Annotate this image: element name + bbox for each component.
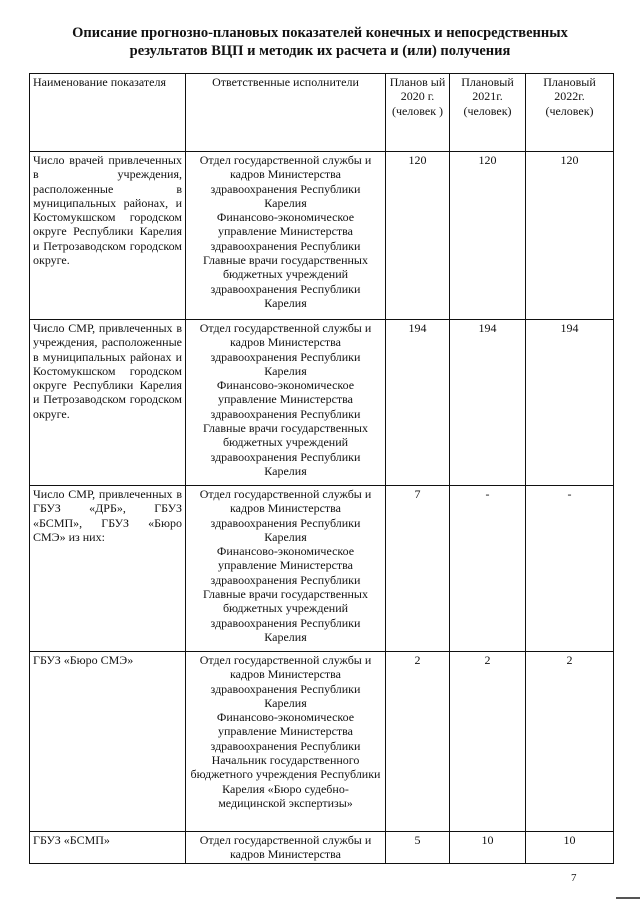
responsible-line: Финансово-экономическое управление Министерства здравоохранения Республики	[210, 210, 361, 253]
responsible-line: Главные врачи государственных бюджетных учреждений здравоохранения Республики Карелия	[203, 587, 368, 644]
header-plan-2022: Плановый 2022г. (человек)	[526, 74, 614, 152]
page-number: 7	[571, 872, 577, 884]
plan-2022-value: 194	[526, 320, 614, 486]
plan-2020-value: 2	[386, 652, 450, 832]
responsible-executors	[186, 832, 386, 864]
responsible-line: Финансово-экономическое управление Министерства здравоохранения Республики	[210, 544, 361, 587]
indicator-name: ГБУЗ «Бюро СМЭ»	[30, 652, 186, 832]
indicator-name: Число врачей привлеченных в учреждения, расположенные в муниципальных районах, и Костомукшском городском округе Республики Карелия и Петрозаводском городском округе.	[30, 152, 186, 320]
plan-2020-value: 7	[386, 486, 450, 652]
responsible-line: Отдел государственной службы и кадров Министерства здравоохранения Республики Карелия	[199, 487, 372, 544]
indicator-name: Число СМР, привлеченных в ГБУЗ «ДРБ», ГБУЗ «БСМП», ГБУЗ «Бюро СМЭ» из них:	[30, 486, 186, 652]
header-plan-2020: Планов ый 2020 г. (человек )	[386, 74, 450, 152]
plan-2021-value: -	[450, 486, 526, 652]
responsible-line: Отдел государственной службы и кадров Министерства здравоохранения Республики Карелия	[199, 153, 372, 210]
plan-2020-value: 194	[386, 320, 450, 486]
plan-2021-value: 10	[450, 832, 526, 864]
plan-2022-value: 2	[526, 652, 614, 832]
table-row	[30, 652, 614, 832]
table-row	[30, 486, 614, 652]
header-responsible: Ответственные исполнители	[186, 74, 386, 152]
responsible-line: Финансово-экономическое управление Министерства здравоохранения Республики	[210, 378, 361, 421]
indicator-name: ГБУЗ «БСМП»	[30, 832, 186, 864]
header-plan-2021: Плановый 2021г. (человек)	[450, 74, 526, 152]
title-line: Описание прогнозно-плановых показателей конечных и непосредственных	[72, 25, 568, 41]
indicator-name: Число СМР, привлеченных в учреждения, расположенные в муниципальных районах и Костомукшском городском округе Республики Карелия и Петрозаводском городском округе.	[30, 320, 186, 486]
responsible-line: Финансово-экономическое управление Министерства здравоохранения Республики	[210, 710, 361, 753]
responsible-line: Отдел государственной службы и кадров Министерства здравоохранения Республики Карелия	[199, 321, 372, 378]
plan-2021-value: 194	[450, 320, 526, 486]
scan-edge-mark	[616, 897, 640, 899]
responsible-executors	[186, 320, 386, 486]
indicators-table	[29, 73, 614, 864]
plan-2021-value: 2	[450, 652, 526, 832]
responsible-executors	[186, 152, 386, 320]
table-row	[30, 832, 614, 864]
table-row	[30, 320, 614, 486]
plan-2021-value: 120	[450, 152, 526, 320]
plan-2022-value: -	[526, 486, 614, 652]
table-header-row	[30, 74, 614, 152]
plan-2022-value: 10	[526, 832, 614, 864]
header-indicator-name: Наименование показателя	[30, 74, 186, 152]
plan-2020-value: 120	[386, 152, 450, 320]
responsible-executors	[186, 486, 386, 652]
plan-2022-value: 120	[526, 152, 614, 320]
responsible-line: Главные врачи государственных бюджетных учреждений здравоохранения Республики Карелия	[203, 253, 368, 310]
responsible-line: Отдел государственной службы и кадров Министерства здравоохранения Республики Карелия	[199, 653, 372, 710]
table-row	[30, 152, 614, 320]
plan-2020-value: 5	[386, 832, 450, 864]
responsible-line: Начальник государственного бюджетного учреждения Республики Карелия «Бюро судебно-медицинской экспертизы»	[190, 753, 381, 810]
responsible-line: Отдел государственной службы и кадров Министерства	[199, 833, 372, 862]
responsible-line: Главные врачи государственных бюджетных учреждений здравоохранения Республики Карелия	[203, 421, 368, 478]
responsible-executors	[186, 652, 386, 832]
title-line: результатов ВЦП и методик их расчета и (или) получения	[129, 43, 511, 59]
page-title	[40, 24, 600, 60]
